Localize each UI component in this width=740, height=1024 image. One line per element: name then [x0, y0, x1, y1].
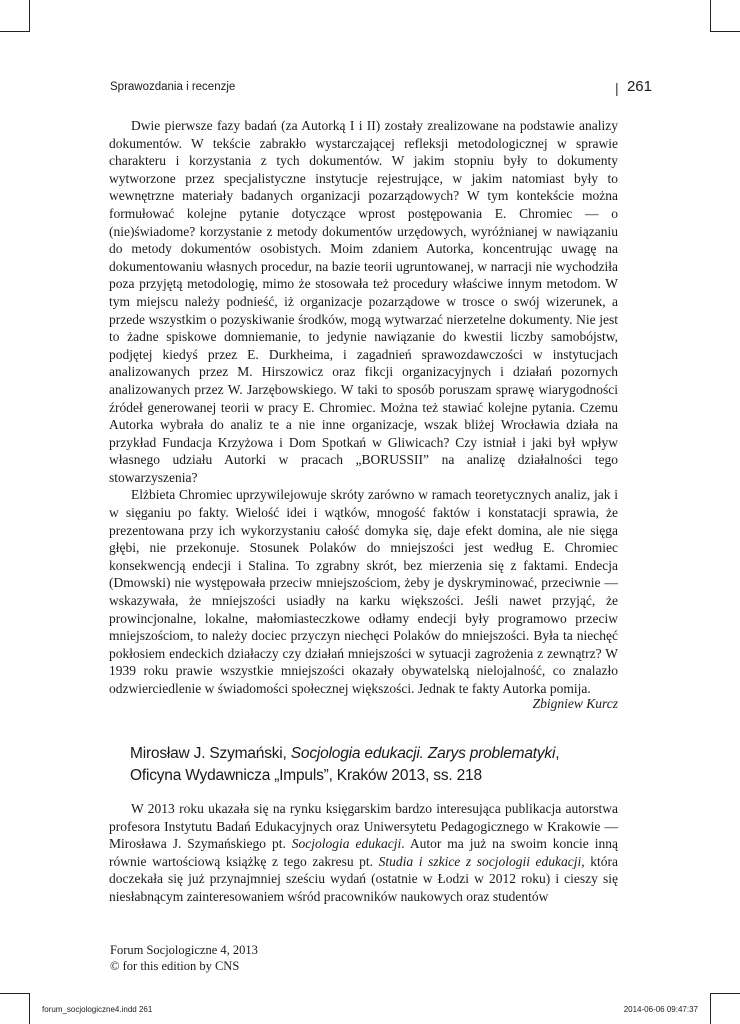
title-reference: Studia i szkice z socjologii edukacji	[378, 853, 582, 869]
section-title: Sprawozdania i recenzje	[110, 81, 236, 93]
paragraph: Dwie pierwsze fazy badań (za Autorką I i II) zostały zrealizowane na podstawie analizy dokumentów. W tekście zabrakło wystarczającej refleksji metodologicznej w sprawie charakteru i korzystania z tych dokumentów. W jakim stopniu były to dokumenty wytworzone przez specjalistyczne instytucje rejestrujące, w jakim natomiast były to wewnętrzne materiały badanych organizacji pozarządowych? W tym kontekście można formułować kolejne pytanie dotyczące wprost postępowania E. Chromiec — o (nie)świadome? korzystanie z metody dokumentów urzędowych, wyróżnianej w nawiązaniu do metody dokumentów osobistych. Moim zdaniem Autorka, koncentrując uwagę na dokumentowaniu własnych procedur, na bazie teorii ugruntowanej, w narracji nie wychodziła poza przyjętą metodologię, mimo że stosowała też procedury właściwe innym metodom. W tym miejscu należy podnieść, iż organizacje pozarządowe w trosce o swój wizerunek, a przede wszystkim o pozyskiwanie środków, mogą wytwarzać nierzetelne dokumenty. Nie jest to żadne spiskowe domniemanie, to jedynie nawiązanie do kwestii liczby samobójstw, podjętej kiedyś przez E. Durkheima, i zagadnień sprawozdawczości w instytucjach analizowanych przez M. Hirszowicz oraz fikcji organizacyjnych i działań pozornych analizowanych przez W. Jarzębowskiego. W taki to sposób poruszam sprawę wiarygodności źródeł generowanej teorii w pracy E. Chromiec. Można też stawiać kolejne pytania. Czemu Autorka wybrała do analiz te a nie inne organizacje, wszak bliżej Wrocławia działa na przykład Fundacja Krzyżowa i Dom Spotkań w Gliwicach? Czy istniał i jaki był wpływ własnego udziału Autorki w pracach „BORUSSII” na analizę działalności tego stowarzyszenia?	[109, 118, 618, 485]
book-title: Socjologia edukacji. Zarys problematyki	[290, 745, 556, 762]
slug-filename: forum_socjologiczne4.indd 261	[42, 1005, 153, 1014]
page-number: 261	[626, 78, 652, 95]
crop-mark	[0, 993, 29, 994]
crop-mark	[711, 993, 740, 994]
header-separator: |	[615, 80, 619, 96]
crop-mark	[29, 0, 30, 32]
title-reference: Socjologia edukacji	[291, 836, 402, 852]
journal-issue: Forum Socjologiczne 4, 2013	[110, 943, 258, 957]
copyright-line: © for this edition by CNS	[110, 959, 240, 973]
crop-mark	[710, 993, 711, 1024]
review-body	[109, 117, 618, 698]
slug-timestamp: 2014-06-06 09:47:37	[623, 1005, 698, 1014]
review-body	[109, 800, 618, 906]
paragraph-text: , która doczekała się już przynajmniej sześciu wydań (ostatnie w Łodzi w 2012 roku) i cieszy się niesłabnącym zainteresowaniem wśród pracowników naukowych oraz studentów	[109, 853, 618, 904]
crop-mark	[29, 993, 30, 1024]
journal-footer	[110, 942, 258, 974]
paragraph: Elżbieta Chromiec uprzywilejowuje skróty zarówno w ramach teoretycznych analiz, jak i w sięganiu po fakty. Wielość idei i wątków, mnogość faktów i konstatacji sprawia, że prezentowana przy ich wykorzystaniu całość domyka się, daje efekt domina, ale nie sięga głębi, nie przekonuje. Stosunek Polaków do mniejszości jest według E. Chromiec konsekwencją endecji i Stalina. To zgrabny skrót, bez mierzenia się z faktami. Endecja (Dmowski) nie występowała przeciw mniejszościom, żeby je dyskryminować, przeciwnie — wskazywała, że mniejszości usiadły na karku większości. Jeśli nawet przyjąć, że prowincjonalne, lokalne, małomiasteczkowe odłamy endecji były programowo przeciw mniejszościom, to należy dociec przyczyn niechęci Polaków do mniejszości. Była ta niechęć pokłosiem endeckich działaczy czy działań mniejszości w sytuacji zagrożenia z zewnątrz? W 1939 roku prawie wszystkie mniejszości okazały obywatelską nielojalność, co znalazło odzwierciedlenie w świadomości społecznej większości. Jednak te fakty Autorka pomija.	[109, 487, 618, 696]
book-author: Mirosław J. Szymański,	[130, 745, 291, 762]
crop-mark	[711, 31, 740, 32]
crop-mark	[0, 31, 29, 32]
review-heading	[130, 743, 610, 787]
crop-mark	[710, 0, 711, 32]
running-header	[110, 80, 652, 100]
paragraph-text: W 2013 roku ukazała się na rynku księgarskim bardzo interesująca publikacja autorstwa profesora Instytutu Badań Edukacyjnych oraz Uniwersytetu Pedagogicznego w Krakowie — Mirosława J. Szymańskiego pt.	[109, 801, 618, 852]
book-publisher: , Oficyna Wydawnicza „Impuls”, Kraków 2013, ss. 218	[130, 745, 560, 784]
reviewer-signature: Zbigniew Kurcz	[532, 696, 618, 711]
paragraph	[109, 800, 618, 906]
paragraph-text: . Autor ma już na swoim koncie inną równie wartościową książkę z tego zakresu pt.	[109, 836, 618, 869]
